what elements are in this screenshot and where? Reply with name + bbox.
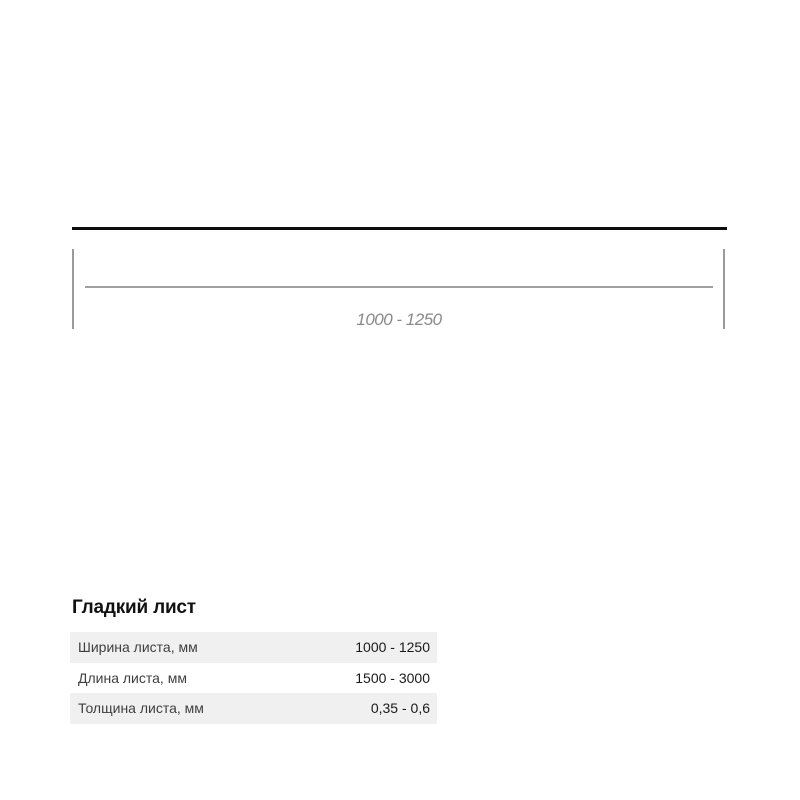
spec-label-width: Ширина листа, мм (78, 639, 198, 656)
sheet-profile-diagram (0, 0, 800, 340)
dimension-line (85, 286, 713, 288)
spec-label-length: Длина листа, мм (78, 669, 187, 686)
spec-row-length (70, 663, 437, 694)
width-dimension-label: 1000 - 1250 (356, 310, 442, 329)
section-title: Гладкий лист (72, 597, 196, 618)
spec-row-width (70, 632, 437, 663)
dimension-extension-line-right (723, 249, 725, 329)
spec-value-width: 1000 - 1250 (355, 639, 430, 656)
dimension-extension-line-left (72, 249, 74, 329)
spec-table (70, 632, 437, 724)
sheet-edge-line (72, 227, 727, 230)
spec-label-thickness: Толщина листа, мм (78, 700, 204, 717)
spec-row-thickness (70, 693, 437, 724)
spec-value-thickness: 0,35 - 0,6 (370, 700, 430, 717)
spec-value-length: 1500 - 3000 (355, 669, 430, 686)
